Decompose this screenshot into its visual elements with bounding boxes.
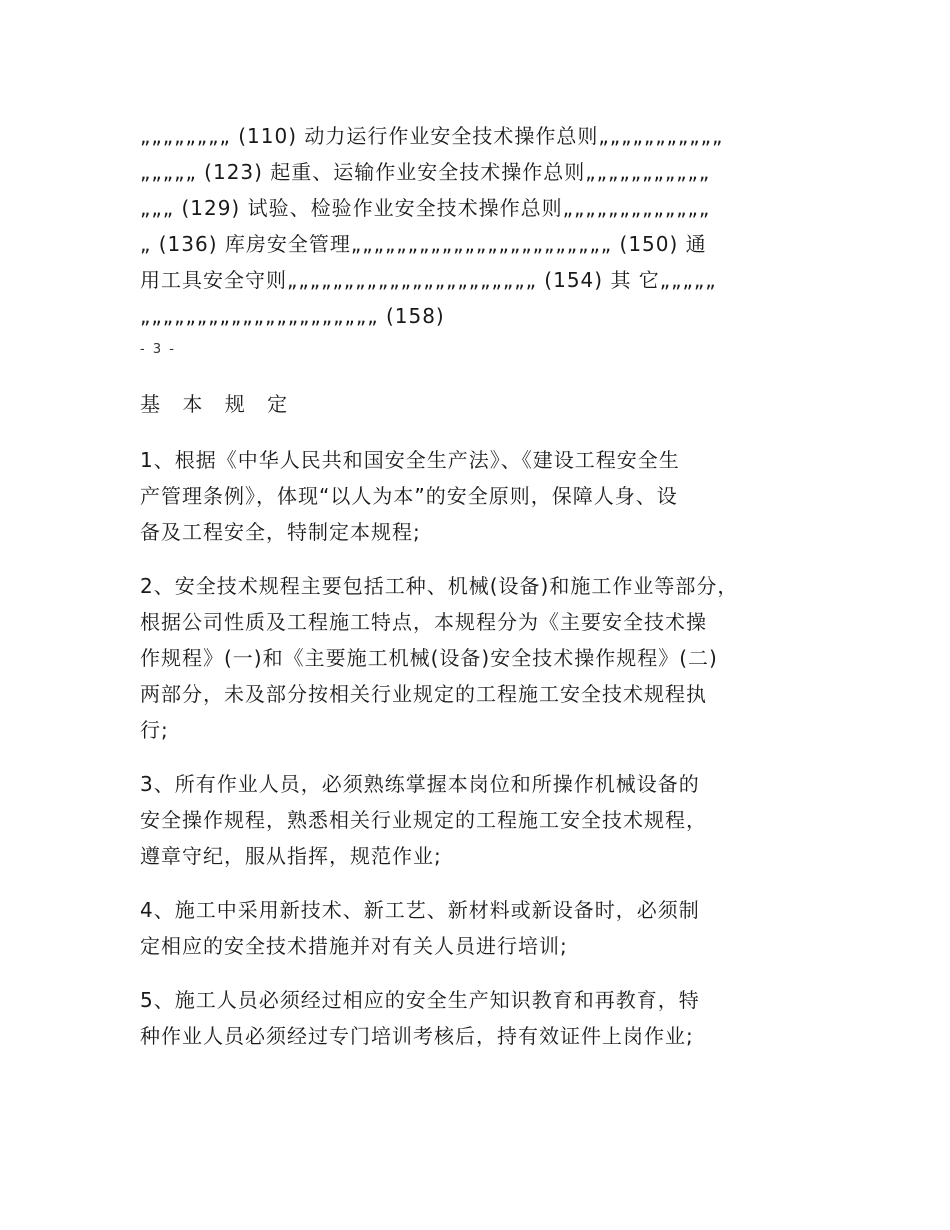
page-number: - 3 - <box>140 342 176 357</box>
toc-line: „„„„„„„„ (110) 动力运行作业安全技术操作总则„„„„„„„„„„„ <box>140 124 724 148</box>
document-page <box>140 118 840 1072</box>
table-of-contents <box>140 118 840 334</box>
paragraph-line: 安全操作规程，熟悉相关行业规定的工程施工安全技术规程， <box>140 808 707 832</box>
paragraph-line: 备及工程安全，特制定本规程; <box>140 520 421 544</box>
toc-line: „„„ (129) 试验、检验作业安全技术操作总则„„„„„„„„„„„„„ <box>140 196 711 220</box>
paragraph-2 <box>140 568 840 748</box>
paragraph-line: 5、施工人员必须经过相应的安全生产知识教育和再教育，特 <box>140 988 700 1012</box>
toc-line: „„„„„„„„„„„„„„„„„„„„„ (158) <box>140 304 445 328</box>
paragraph-line: 1、根据《中华人民共和国安全生产法》、《建设工程安全生 <box>140 448 680 472</box>
paragraph-line: 行; <box>140 718 169 742</box>
paragraph-5 <box>140 982 840 1054</box>
toc-line: 用工具安全守则„„„„„„„„„„„„„„„„„„„„„„ (154) 其 它„„„„„ <box>140 268 717 292</box>
paragraph-line: 根据公司性质及工程施工特点，本规程分为《主要安全技术操 <box>140 610 707 634</box>
paragraph-line: 4、施工中采用新技术、新工艺、新材料或新设备时，必须制 <box>140 898 700 922</box>
paragraph-line: 产管理条例》，体现“以人为本”的安全原则，保障人身、设 <box>140 484 678 508</box>
paragraph-line: 定相应的安全技术措施并对有关人员进行培训; <box>140 934 568 958</box>
section-heading: 基 本 规 定 <box>140 392 296 416</box>
paragraph-line: 遵章守纪，服从指挥，规范作业; <box>140 844 442 868</box>
paragraph-4 <box>140 892 840 964</box>
paragraph-line: 两部分，未及部分按相关行业规定的工程施工安全技术规程执 <box>140 682 707 706</box>
toc-line: „ (136) 库房安全管理„„„„„„„„„„„„„„„„„„„„„„„ (150) 通 <box>140 232 707 256</box>
toc-line: „„„„„ (123) 起重、运输作业安全技术操作总则„„„„„„„„„„„ <box>140 160 711 184</box>
paragraph-1 <box>140 442 840 550</box>
paragraph-line: 作规程》(一)和《主要施工机械(设备)安全技术操作规程》(二) <box>140 646 718 670</box>
paragraph-3 <box>140 766 840 874</box>
paragraph-line: 3、所有作业人员，必须熟练掌握本岗位和所操作机械设备的 <box>140 772 700 796</box>
paragraph-line: 种作业人员必须经过专门培训考核后，持有效证件上岗作业; <box>140 1024 694 1048</box>
paragraph-line: 2、安全技术规程主要包括工种、机械(设备)和施工作业等部分， <box>140 574 739 598</box>
